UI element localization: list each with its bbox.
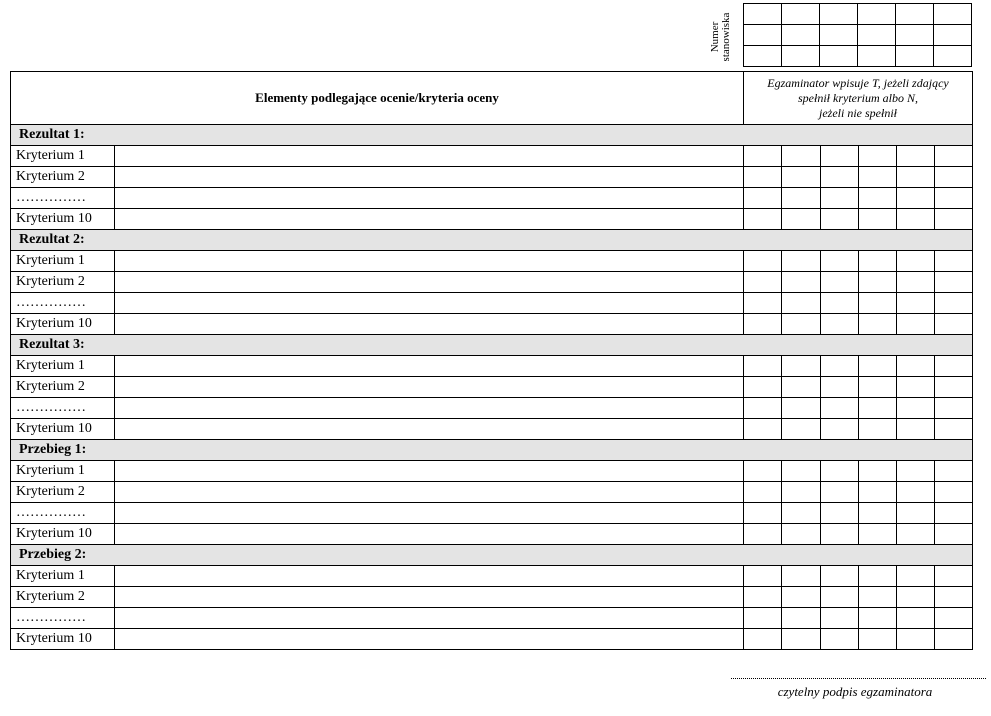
grade-mark-cell[interactable] (744, 566, 782, 587)
grade-mark-cell[interactable] (859, 419, 897, 440)
grade-mark-cell[interactable] (744, 272, 782, 293)
grade-mark-cell[interactable] (821, 587, 859, 608)
station-grid-cell[interactable] (896, 25, 934, 46)
section-header-row (11, 230, 973, 251)
criterion-description-cell[interactable] (115, 314, 744, 335)
grade-mark-cell[interactable] (897, 398, 935, 419)
criterion-name: …………… (11, 398, 115, 419)
criterion-name: Kryterium 10 (11, 209, 115, 230)
grade-mark-cell[interactable] (897, 293, 935, 314)
criterion-name: …………… (11, 188, 115, 209)
grade-mark-cell[interactable] (744, 209, 782, 230)
criterion-row (11, 608, 973, 629)
grade-mark-cell[interactable] (821, 356, 859, 377)
grade-mark-cell[interactable] (782, 209, 821, 230)
criterion-description-cell[interactable] (115, 608, 744, 629)
grade-mark-cell[interactable] (859, 629, 897, 650)
grade-mark-cell[interactable] (935, 251, 973, 272)
grade-mark-cell[interactable] (744, 629, 782, 650)
instruction-line-3: jeżeli nie spełnił (819, 105, 897, 120)
grade-mark-cell[interactable] (897, 167, 935, 188)
station-grid-row (744, 25, 972, 46)
grade-mark-cell[interactable] (782, 398, 821, 419)
criterion-name: Kryterium 1 (11, 566, 115, 587)
criterion-name: Kryterium 2 (11, 482, 115, 503)
criterion-description-cell[interactable] (115, 524, 744, 545)
criterion-name: Kryterium 1 (11, 251, 115, 272)
criterion-row (11, 251, 973, 272)
grade-mark-cell[interactable] (859, 146, 897, 167)
grade-mark-cell[interactable] (782, 377, 821, 398)
grade-mark-cell[interactable] (897, 272, 935, 293)
grade-mark-cell[interactable] (821, 188, 859, 209)
station-grid-cell[interactable] (896, 46, 934, 67)
grade-mark-cell[interactable] (782, 146, 821, 167)
grade-mark-cell[interactable] (935, 167, 973, 188)
criterion-row (11, 167, 973, 188)
grade-mark-cell[interactable] (897, 608, 935, 629)
grade-mark-cell[interactable] (782, 587, 821, 608)
grade-mark-cell[interactable] (935, 272, 973, 293)
section-title: Rezultat 3: (11, 335, 973, 356)
criterion-row (11, 461, 973, 482)
grade-mark-cell[interactable] (897, 314, 935, 335)
station-grid-cell[interactable] (858, 4, 896, 25)
grade-mark-cell[interactable] (744, 419, 782, 440)
criterion-description-cell[interactable] (115, 356, 744, 377)
grade-mark-cell[interactable] (897, 461, 935, 482)
grade-mark-cell[interactable] (782, 503, 821, 524)
criterion-name: Kryterium 1 (11, 461, 115, 482)
grade-mark-cell[interactable] (859, 461, 897, 482)
grade-mark-cell[interactable] (821, 503, 859, 524)
criterion-description-cell[interactable] (115, 251, 744, 272)
grade-mark-cell[interactable] (782, 419, 821, 440)
criterion-name: Kryterium 2 (11, 587, 115, 608)
grade-mark-cell[interactable] (821, 398, 859, 419)
grade-mark-cell[interactable] (744, 188, 782, 209)
criterion-description-cell[interactable] (115, 629, 744, 650)
criterion-description-cell[interactable] (115, 398, 744, 419)
grade-mark-cell[interactable] (859, 482, 897, 503)
examiner-instruction (744, 72, 973, 125)
grade-mark-cell[interactable] (935, 503, 973, 524)
grade-mark-cell[interactable] (821, 524, 859, 545)
criterion-row (11, 188, 973, 209)
criterion-row (11, 587, 973, 608)
grade-mark-cell[interactable] (821, 566, 859, 587)
grade-mark-cell[interactable] (859, 188, 897, 209)
station-grid-cell[interactable] (858, 46, 896, 67)
grade-mark-cell[interactable] (744, 587, 782, 608)
criterion-name: …………… (11, 503, 115, 524)
grade-mark-cell[interactable] (821, 167, 859, 188)
grade-mark-cell[interactable] (821, 209, 859, 230)
grade-mark-cell[interactable] (897, 188, 935, 209)
grade-mark-cell[interactable] (935, 314, 973, 335)
criterion-name: Kryterium 10 (11, 524, 115, 545)
station-grid-cell[interactable] (820, 46, 858, 67)
grade-mark-cell[interactable] (897, 251, 935, 272)
criterion-name: Kryterium 10 (11, 314, 115, 335)
grade-mark-cell[interactable] (821, 314, 859, 335)
grade-mark-cell[interactable] (782, 356, 821, 377)
grade-mark-cell[interactable] (859, 608, 897, 629)
grade-mark-cell[interactable] (897, 482, 935, 503)
criterion-description-cell[interactable] (115, 503, 744, 524)
grade-mark-cell[interactable] (859, 314, 897, 335)
signature-line[interactable] (731, 672, 986, 679)
grade-mark-cell[interactable] (897, 629, 935, 650)
grade-mark-cell[interactable] (935, 566, 973, 587)
grade-mark-cell[interactable] (897, 419, 935, 440)
grade-mark-cell[interactable] (744, 293, 782, 314)
criterion-row (11, 566, 973, 587)
criterion-row (11, 419, 973, 440)
grade-mark-cell[interactable] (782, 461, 821, 482)
section-title-text: Rezultat 3 (19, 337, 81, 352)
grade-mark-cell[interactable] (821, 608, 859, 629)
criterion-description-cell[interactable] (115, 209, 744, 230)
criterion-description-cell[interactable] (115, 566, 744, 587)
grade-mark-cell[interactable] (782, 629, 821, 650)
station-grid-cell[interactable] (820, 4, 858, 25)
grade-mark-cell[interactable] (744, 314, 782, 335)
station-grid-row (744, 46, 972, 67)
grade-mark-cell[interactable] (859, 251, 897, 272)
criterion-name: Kryterium 2 (11, 272, 115, 293)
criterion-name: Kryterium 2 (11, 167, 115, 188)
section-title-text: Rezultat 2 (19, 232, 81, 247)
grade-mark-cell[interactable] (821, 482, 859, 503)
grade-mark-cell[interactable] (821, 251, 859, 272)
grade-mark-cell[interactable] (744, 167, 782, 188)
grade-mark-cell[interactable] (897, 503, 935, 524)
grade-mark-cell[interactable] (897, 146, 935, 167)
criterion-row (11, 272, 973, 293)
station-grid-row (744, 4, 972, 25)
criterion-description-cell[interactable] (115, 272, 744, 293)
criterion-row (11, 209, 973, 230)
station-grid-cell[interactable] (744, 25, 782, 46)
station-grid-cell[interactable] (744, 46, 782, 67)
criterion-description-cell[interactable] (115, 293, 744, 314)
signature-label: czytelny podpis egzaminatora (777, 684, 933, 699)
criterion-name: …………… (11, 608, 115, 629)
criterion-description-cell[interactable] (115, 419, 744, 440)
grade-mark-cell[interactable] (935, 419, 973, 440)
criterion-name: …………… (11, 293, 115, 314)
grade-mark-cell[interactable] (782, 566, 821, 587)
grade-mark-cell[interactable] (897, 356, 935, 377)
station-grid-cell[interactable] (934, 4, 972, 25)
criterion-name: Kryterium 1 (11, 146, 115, 167)
grade-mark-cell[interactable] (821, 461, 859, 482)
grade-mark-cell[interactable] (897, 587, 935, 608)
criterion-row (11, 524, 973, 545)
section-title: Przebieg 1: (11, 440, 973, 461)
section-title: Rezultat 1: (11, 125, 973, 146)
grade-mark-cell[interactable] (782, 524, 821, 545)
grade-mark-cell[interactable] (897, 377, 935, 398)
grade-mark-cell[interactable] (782, 314, 821, 335)
grade-mark-cell[interactable] (821, 272, 859, 293)
grade-mark-cell[interactable] (859, 167, 897, 188)
grade-mark-cell[interactable] (935, 629, 973, 650)
grade-mark-cell[interactable] (859, 587, 897, 608)
instruction-line-2: spełnił kryterium albo N, (798, 90, 918, 105)
criterion-row (11, 314, 973, 335)
station-grid-cell[interactable] (782, 25, 820, 46)
station-grid-cell[interactable] (896, 4, 934, 25)
instruction-line-1: Egzaminator wpisuje T, jeżeli zdający (767, 75, 949, 90)
grade-mark-cell[interactable] (859, 272, 897, 293)
grade-mark-cell[interactable] (897, 524, 935, 545)
criterion-row (11, 503, 973, 524)
criterion-row (11, 146, 973, 167)
station-grid-cell[interactable] (858, 25, 896, 46)
criteria-column-header: Elementy podlegające ocenie/kryteria oceny (11, 72, 744, 125)
grade-mark-cell[interactable] (935, 398, 973, 419)
grade-mark-cell[interactable] (935, 293, 973, 314)
grade-mark-cell[interactable] (859, 398, 897, 419)
station-grid-cell[interactable] (782, 46, 820, 67)
criterion-description-cell[interactable] (115, 188, 744, 209)
grade-mark-cell[interactable] (859, 524, 897, 545)
grade-mark-cell[interactable] (935, 377, 973, 398)
grade-mark-cell[interactable] (859, 503, 897, 524)
criterion-name: Kryterium 1 (11, 356, 115, 377)
criterion-row (11, 482, 973, 503)
section-header-row (11, 545, 973, 566)
section-header-row (11, 125, 973, 146)
grade-mark-cell[interactable] (744, 461, 782, 482)
grade-mark-cell[interactable] (782, 293, 821, 314)
criterion-row (11, 356, 973, 377)
section-title: Przebieg 2: (11, 545, 973, 566)
grade-mark-cell[interactable] (821, 377, 859, 398)
station-grid-cell[interactable] (744, 4, 782, 25)
grade-mark-cell[interactable] (744, 251, 782, 272)
grade-mark-cell[interactable] (935, 188, 973, 209)
grade-mark-cell[interactable] (935, 608, 973, 629)
grade-mark-cell[interactable] (935, 209, 973, 230)
grade-mark-cell[interactable] (744, 503, 782, 524)
grade-mark-cell[interactable] (897, 209, 935, 230)
criterion-description-cell[interactable] (115, 482, 744, 503)
grade-mark-cell[interactable] (821, 419, 859, 440)
criterion-description-cell[interactable] (115, 146, 744, 167)
grade-mark-cell[interactable] (859, 293, 897, 314)
evaluation-table (10, 71, 973, 650)
station-label-line1: Numer (709, 21, 721, 53)
grade-mark-cell[interactable] (859, 209, 897, 230)
grade-mark-cell[interactable] (821, 629, 859, 650)
grade-mark-cell[interactable] (782, 272, 821, 293)
grade-mark-cell[interactable] (744, 608, 782, 629)
grade-mark-cell[interactable] (782, 608, 821, 629)
table-header-row (11, 72, 973, 125)
grade-mark-cell[interactable] (821, 293, 859, 314)
criterion-description-cell[interactable] (115, 377, 744, 398)
grade-mark-cell[interactable] (821, 146, 859, 167)
grade-mark-cell[interactable] (859, 356, 897, 377)
grade-mark-cell[interactable] (744, 377, 782, 398)
grade-mark-cell[interactable] (744, 524, 782, 545)
criterion-row (11, 398, 973, 419)
criterion-name: Kryterium 10 (11, 629, 115, 650)
criterion-name: Kryterium 10 (11, 419, 115, 440)
section-header-row (11, 335, 973, 356)
criterion-description-cell[interactable] (115, 167, 744, 188)
grade-mark-cell[interactable] (859, 566, 897, 587)
criterion-description-cell[interactable] (115, 461, 744, 482)
station-grid-cell[interactable] (934, 46, 972, 67)
station-label-line2: stanowiska (720, 12, 732, 62)
grade-mark-cell[interactable] (744, 398, 782, 419)
grade-mark-cell[interactable] (935, 356, 973, 377)
station-grid-cell[interactable] (782, 4, 820, 25)
grade-mark-cell[interactable] (744, 482, 782, 503)
grade-mark-cell[interactable] (744, 146, 782, 167)
section-title-text: Przebieg 1 (19, 442, 82, 457)
grade-mark-cell[interactable] (935, 461, 973, 482)
grade-mark-cell[interactable] (744, 356, 782, 377)
criterion-description-cell[interactable] (115, 587, 744, 608)
grade-mark-cell[interactable] (782, 251, 821, 272)
section-title: Rezultat 2: (11, 230, 973, 251)
station-number-grid (743, 3, 972, 67)
grade-mark-cell[interactable] (859, 377, 897, 398)
grade-mark-cell[interactable] (935, 524, 973, 545)
grade-mark-cell[interactable] (782, 167, 821, 188)
grade-mark-cell[interactable] (782, 482, 821, 503)
criterion-row (11, 377, 973, 398)
section-header-row (11, 440, 973, 461)
section-title-text: Przebieg 2 (19, 547, 82, 562)
grade-mark-cell[interactable] (782, 188, 821, 209)
station-grid-cell[interactable] (934, 25, 972, 46)
grade-mark-cell[interactable] (935, 587, 973, 608)
grade-mark-cell[interactable] (935, 482, 973, 503)
criterion-row (11, 629, 973, 650)
station-grid-cell[interactable] (820, 25, 858, 46)
grade-mark-cell[interactable] (935, 146, 973, 167)
section-title-text: Rezultat 1 (19, 127, 81, 142)
criterion-row (11, 293, 973, 314)
criterion-name: Kryterium 2 (11, 377, 115, 398)
grade-mark-cell[interactable] (897, 566, 935, 587)
station-number-label (700, 3, 742, 71)
